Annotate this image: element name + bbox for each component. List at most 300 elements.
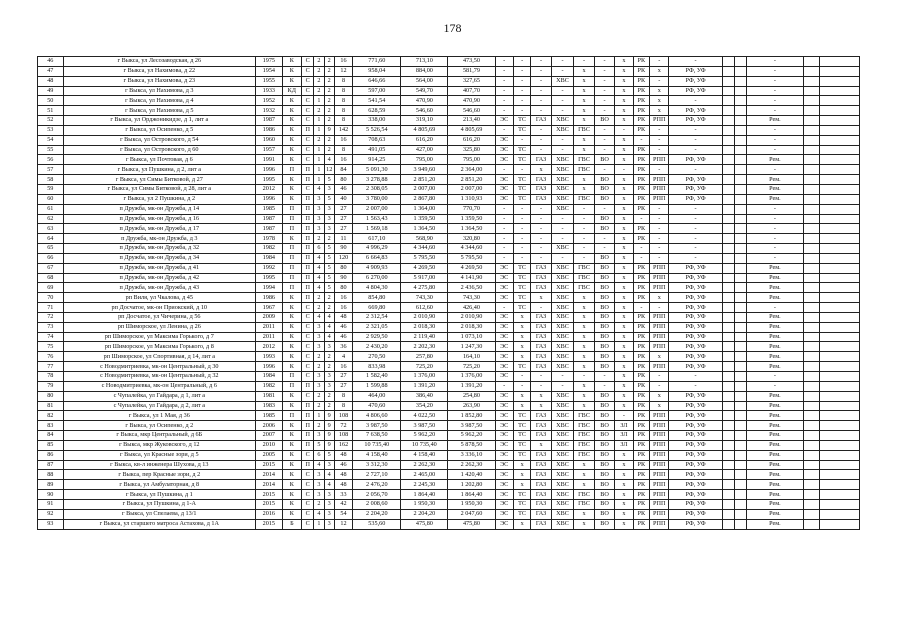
cell-sewer: х bbox=[615, 352, 633, 362]
cell-repair: РФ, УФ bbox=[669, 155, 722, 165]
cell-floors: 6 bbox=[314, 450, 324, 460]
cell-floors: 3 bbox=[314, 224, 324, 234]
cell-vo: ВО bbox=[594, 263, 614, 273]
cell-pu: х bbox=[650, 96, 669, 106]
cell-elec: ЭС bbox=[495, 322, 513, 332]
cell-roof: РК bbox=[633, 421, 649, 431]
cell-n2 bbox=[734, 76, 746, 86]
cell-pu: - bbox=[650, 303, 669, 313]
cell-n1 bbox=[722, 411, 734, 421]
cell-note: Рем. bbox=[747, 273, 803, 283]
cell-gvs: х bbox=[574, 312, 594, 322]
cell-floors: 1 bbox=[314, 175, 324, 185]
cell-floors: 3 bbox=[314, 381, 324, 391]
cell-elec: - bbox=[495, 234, 513, 244]
cell-area_living: 427,00 bbox=[401, 145, 448, 155]
cell-e2 bbox=[819, 509, 859, 519]
cell-n2 bbox=[734, 66, 746, 76]
cell-e2 bbox=[819, 499, 859, 509]
cell-area_flats: 1 950,30 bbox=[448, 499, 495, 509]
cell-hvs: - bbox=[551, 86, 574, 96]
cell-area_living: 725,20 bbox=[401, 362, 448, 372]
cell-area_total: 771,60 bbox=[353, 57, 401, 67]
table-row bbox=[38, 253, 860, 263]
cell-wall: П bbox=[282, 214, 301, 224]
cell-note: Рем. bbox=[747, 293, 803, 303]
cell-area_flats: 1 310,93 bbox=[448, 194, 495, 204]
cell-elec: ЭС bbox=[495, 283, 513, 293]
cell-e1 bbox=[803, 263, 819, 273]
cell-flats: 4 bbox=[334, 352, 352, 362]
table-row bbox=[38, 96, 860, 106]
cell-area_flats: 795,00 bbox=[448, 155, 495, 165]
cell-flats: 8 bbox=[334, 86, 352, 96]
cell-pu: х bbox=[650, 391, 669, 401]
cell-e2 bbox=[819, 116, 859, 126]
cell-repair: РФ, УФ bbox=[669, 411, 722, 421]
cell-address: г Выкса, ул Нахимова, д 5 bbox=[63, 106, 255, 116]
cell-elec: ЭС bbox=[495, 352, 513, 362]
cell-type: С bbox=[302, 76, 314, 86]
cell-roof: РК bbox=[633, 381, 649, 391]
table-row bbox=[38, 175, 860, 185]
cell-wall: П bbox=[282, 204, 301, 214]
cell-n2 bbox=[734, 214, 746, 224]
cell-e1 bbox=[803, 125, 819, 135]
cell-roof: - bbox=[633, 214, 649, 224]
table-row bbox=[38, 293, 860, 303]
cell-roof: РК bbox=[633, 509, 649, 519]
cell-e2 bbox=[819, 283, 859, 293]
cell-n1 bbox=[722, 352, 734, 362]
cell-floors: 4 bbox=[314, 460, 324, 470]
cell-roof: РК bbox=[633, 155, 649, 165]
cell-e1 bbox=[803, 165, 819, 175]
cell-elec: ЭС bbox=[495, 362, 513, 372]
cell-no: 56 bbox=[38, 155, 64, 165]
cell-note: Рем. bbox=[747, 184, 803, 194]
cell-heat: ТС bbox=[513, 175, 530, 185]
cell-sewer: х bbox=[615, 312, 633, 322]
cell-gas: ГАЗ bbox=[531, 421, 551, 431]
cell-area_total: 669,80 bbox=[353, 303, 401, 313]
cell-hvs: ХВС bbox=[551, 401, 574, 411]
cell-heat: х bbox=[513, 519, 530, 529]
cell-roof: РК bbox=[633, 184, 649, 194]
cell-no: 86 bbox=[38, 450, 64, 460]
cell-type: С bbox=[302, 184, 314, 194]
cell-type: П bbox=[302, 293, 314, 303]
cell-entrances: 5 bbox=[324, 450, 334, 460]
cell-vo: ВО bbox=[594, 116, 614, 126]
cell-year: 2015 bbox=[256, 490, 283, 500]
cell-gas: ГАЗ bbox=[531, 460, 551, 470]
cell-gas: - bbox=[531, 244, 551, 254]
cell-heat: ТС bbox=[513, 411, 530, 421]
cell-address: г Выкса, ул старшего матроса Астахова, д 1А bbox=[63, 519, 255, 529]
cell-note: - bbox=[747, 76, 803, 86]
cell-sewer: х bbox=[615, 470, 633, 480]
cell-type: П bbox=[302, 165, 314, 175]
cell-hvs: ХВС bbox=[551, 263, 574, 273]
cell-roof: - bbox=[633, 244, 649, 254]
cell-heat: ТС bbox=[513, 490, 530, 500]
cell-address: рп Шиморское, ул Ленина, д 26 bbox=[63, 322, 255, 332]
cell-gvs: х bbox=[574, 460, 594, 470]
cell-year: 1955 bbox=[256, 76, 283, 86]
cell-note: Рем. bbox=[747, 332, 803, 342]
cell-pu: РПП bbox=[650, 431, 669, 441]
cell-area_living: 612,60 bbox=[401, 303, 448, 313]
cell-no: 55 bbox=[38, 145, 64, 155]
cell-gas: ГАЗ bbox=[531, 283, 551, 293]
cell-repair: РФ, УФ bbox=[669, 342, 722, 352]
cell-elec: - bbox=[495, 244, 513, 254]
cell-roof: РК bbox=[633, 450, 649, 460]
cell-elec: ЭС bbox=[495, 312, 513, 322]
cell-e1 bbox=[803, 293, 819, 303]
cell-type: С bbox=[302, 332, 314, 342]
cell-area_total: 3 312,30 bbox=[353, 460, 401, 470]
cell-gas: х bbox=[531, 440, 551, 450]
cell-pu: - bbox=[650, 224, 669, 234]
cell-n2 bbox=[734, 312, 746, 322]
cell-vo: ВО bbox=[594, 194, 614, 204]
cell-entrances: 3 bbox=[324, 204, 334, 214]
cell-entrances: 2 bbox=[324, 352, 334, 362]
cell-entrances: 9 bbox=[324, 431, 334, 441]
cell-pu: - bbox=[650, 76, 669, 86]
cell-note: Рем. bbox=[747, 490, 803, 500]
cell-gvs: х bbox=[574, 184, 594, 194]
cell-entrances: 5 bbox=[324, 244, 334, 254]
cell-wall: К bbox=[282, 175, 301, 185]
cell-n1 bbox=[722, 145, 734, 155]
cell-area_total: 617,10 bbox=[353, 234, 401, 244]
cell-year: 1967 bbox=[256, 303, 283, 313]
cell-e2 bbox=[819, 214, 859, 224]
cell-no: 48 bbox=[38, 76, 64, 86]
cell-area_total: 4 158,40 bbox=[353, 450, 401, 460]
cell-repair: - bbox=[669, 145, 722, 155]
cell-e2 bbox=[819, 401, 859, 411]
cell-repair: - bbox=[669, 204, 722, 214]
cell-no: 80 bbox=[38, 391, 64, 401]
cell-n2 bbox=[734, 342, 746, 352]
cell-note: - bbox=[747, 372, 803, 382]
cell-flats: 46 bbox=[334, 322, 352, 332]
cell-repair: РФ, УФ bbox=[669, 460, 722, 470]
cell-no: 78 bbox=[38, 372, 64, 382]
cell-floors: 3 bbox=[314, 204, 324, 214]
cell-floors: 2 bbox=[314, 303, 324, 313]
cell-e2 bbox=[819, 96, 859, 106]
cell-no: 69 bbox=[38, 283, 64, 293]
cell-sewer: х bbox=[615, 303, 633, 313]
cell-n1 bbox=[722, 499, 734, 509]
cell-e1 bbox=[803, 421, 819, 431]
cell-no: 65 bbox=[38, 244, 64, 254]
cell-floors: 2 bbox=[314, 362, 324, 372]
cell-heat: ТС bbox=[513, 194, 530, 204]
cell-year: 1985 bbox=[256, 411, 283, 421]
cell-repair: - bbox=[669, 224, 722, 234]
cell-n1 bbox=[722, 244, 734, 254]
cell-note: Рем. bbox=[747, 450, 803, 460]
cell-gvs: х bbox=[574, 332, 594, 342]
cell-n1 bbox=[722, 362, 734, 372]
cell-note: Рем. bbox=[747, 460, 803, 470]
cell-area_total: 3 278,88 bbox=[353, 175, 401, 185]
cell-no: 83 bbox=[38, 421, 64, 431]
cell-no: 60 bbox=[38, 194, 64, 204]
cell-gas: ГАЗ bbox=[531, 450, 551, 460]
cell-entrances: 3 bbox=[324, 342, 334, 352]
cell-gas: х bbox=[531, 165, 551, 175]
cell-area_living: 1 364,50 bbox=[401, 224, 448, 234]
cell-flats: 16 bbox=[334, 135, 352, 145]
cell-area_flats: 1 420,40 bbox=[448, 470, 495, 480]
cell-note: - bbox=[747, 145, 803, 155]
table-row bbox=[38, 391, 860, 401]
cell-e2 bbox=[819, 86, 859, 96]
cell-sewer: - bbox=[615, 165, 633, 175]
cell-wall: К bbox=[282, 96, 301, 106]
cell-hvs: ХВС bbox=[551, 273, 574, 283]
cell-year: 1984 bbox=[256, 253, 283, 263]
cell-gas: ГАЗ bbox=[531, 411, 551, 421]
cell-gvs: х bbox=[574, 116, 594, 126]
registry-body bbox=[38, 57, 860, 530]
cell-area_flats: 2 851,20 bbox=[448, 175, 495, 185]
cell-no: 66 bbox=[38, 253, 64, 263]
cell-hvs: ХВС bbox=[551, 322, 574, 332]
cell-vo: ВО bbox=[594, 499, 614, 509]
cell-roof: РК bbox=[633, 194, 649, 204]
cell-vo: - bbox=[594, 234, 614, 244]
cell-area_flats: 2 364,00 bbox=[448, 165, 495, 175]
page-number: 178 bbox=[443, 21, 462, 35]
table-row bbox=[38, 312, 860, 322]
cell-area_living: 319,10 bbox=[401, 116, 448, 126]
cell-gvs: ГВС bbox=[574, 194, 594, 204]
cell-roof: РК bbox=[633, 273, 649, 283]
cell-no: 92 bbox=[38, 509, 64, 519]
cell-hvs: ХВС bbox=[551, 421, 574, 431]
cell-entrances: 3 bbox=[324, 499, 334, 509]
cell-note: Рем. bbox=[747, 362, 803, 372]
cell-hvs: - bbox=[551, 224, 574, 234]
cell-n2 bbox=[734, 135, 746, 145]
cell-note: Рем. bbox=[747, 155, 803, 165]
cell-hvs: ХВС bbox=[551, 204, 574, 214]
cell-repair: РФ, УФ bbox=[669, 480, 722, 490]
cell-entrances: 12 bbox=[324, 165, 334, 175]
cell-sewer: - bbox=[615, 411, 633, 421]
cell-pu: РПП bbox=[650, 155, 669, 165]
cell-e2 bbox=[819, 460, 859, 470]
cell-area_total: 2 727,10 bbox=[353, 470, 401, 480]
cell-gas: ГАЗ bbox=[531, 312, 551, 322]
cell-roof: РК bbox=[633, 342, 649, 352]
cell-e2 bbox=[819, 450, 859, 460]
cell-floors: 1 bbox=[314, 519, 324, 529]
cell-gas: ГАЗ bbox=[531, 499, 551, 509]
cell-pu: х bbox=[650, 293, 669, 303]
cell-repair: - bbox=[669, 125, 722, 135]
cell-area_total: 1 599,88 bbox=[353, 381, 401, 391]
cell-heat: ТС bbox=[513, 125, 530, 135]
cell-gas: ГАЗ bbox=[531, 194, 551, 204]
cell-repair: РФ, УФ bbox=[669, 450, 722, 460]
cell-wall: К bbox=[282, 234, 301, 244]
cell-area_living: 2 010,90 bbox=[401, 312, 448, 322]
cell-hvs: ХВС bbox=[551, 440, 574, 450]
cell-repair: РФ, УФ bbox=[669, 106, 722, 116]
cell-gas: ГАЗ bbox=[531, 519, 551, 529]
cell-gvs: - bbox=[574, 234, 594, 244]
cell-area_living: 5 962,20 bbox=[401, 431, 448, 441]
cell-e2 bbox=[819, 224, 859, 234]
cell-sewer: х bbox=[615, 116, 633, 126]
cell-e2 bbox=[819, 480, 859, 490]
cell-vo: ВО bbox=[594, 421, 614, 431]
cell-n1 bbox=[722, 519, 734, 529]
cell-area_living: 2 007,00 bbox=[401, 184, 448, 194]
cell-area_flats: 325,80 bbox=[448, 145, 495, 155]
cell-e2 bbox=[819, 145, 859, 155]
cell-e2 bbox=[819, 57, 859, 67]
cell-vo: ВО bbox=[594, 490, 614, 500]
cell-n1 bbox=[722, 293, 734, 303]
cell-flats: 48 bbox=[334, 312, 352, 322]
cell-repair: РФ, УФ bbox=[669, 283, 722, 293]
cell-entrances: 2 bbox=[324, 57, 334, 67]
cell-area_flats: 2 436,50 bbox=[448, 283, 495, 293]
cell-note: Рем. bbox=[747, 283, 803, 293]
cell-heat: х bbox=[513, 460, 530, 470]
cell-address: п Дружба, мк-он Дружба, д 3 bbox=[63, 234, 255, 244]
cell-area_total: 833,98 bbox=[353, 362, 401, 372]
table-row bbox=[38, 519, 860, 529]
cell-e2 bbox=[819, 421, 859, 431]
cell-year: 1995 bbox=[256, 175, 283, 185]
cell-type: П bbox=[302, 401, 314, 411]
cell-no: 49 bbox=[38, 86, 64, 96]
cell-roof: РК bbox=[633, 431, 649, 441]
cell-gas: ГАЗ bbox=[531, 490, 551, 500]
cell-vo: ВО bbox=[594, 184, 614, 194]
cell-e2 bbox=[819, 234, 859, 244]
cell-n2 bbox=[734, 470, 746, 480]
cell-year: 1987 bbox=[256, 214, 283, 224]
cell-wall: П bbox=[282, 283, 301, 293]
cell-pu: - bbox=[650, 125, 669, 135]
cell-area_total: 2 204,20 bbox=[353, 509, 401, 519]
cell-area_total: 854,80 bbox=[353, 293, 401, 303]
cell-elec: ЭС bbox=[495, 342, 513, 352]
cell-note: - bbox=[747, 244, 803, 254]
cell-heat: - bbox=[513, 86, 530, 96]
cell-heat: ТС bbox=[513, 499, 530, 509]
cell-year: 1981 bbox=[256, 391, 283, 401]
cell-hvs: ХВС bbox=[551, 411, 574, 421]
cell-hvs: - bbox=[551, 372, 574, 382]
cell-elec: - bbox=[495, 76, 513, 86]
cell-entrances: 4 bbox=[324, 322, 334, 332]
cell-area_total: 2 312,54 bbox=[353, 312, 401, 322]
cell-repair: - bbox=[669, 381, 722, 391]
cell-address: г Выкса, ул Красные зори, д 5 bbox=[63, 450, 255, 460]
cell-n2 bbox=[734, 96, 746, 106]
cell-type: С bbox=[302, 519, 314, 529]
cell-floors: 4 bbox=[314, 253, 324, 263]
cell-area_living: 546,60 bbox=[401, 106, 448, 116]
cell-address: г Выкса, пер Красные зори, д 2 bbox=[63, 470, 255, 480]
cell-gas: х bbox=[531, 401, 551, 411]
cell-flats: 16 bbox=[334, 155, 352, 165]
cell-year: 1994 bbox=[256, 283, 283, 293]
cell-no: 53 bbox=[38, 125, 64, 135]
cell-area_total: 2 007,00 bbox=[353, 204, 401, 214]
cell-year: 2014 bbox=[256, 470, 283, 480]
cell-sewer: х bbox=[615, 135, 633, 145]
cell-n1 bbox=[722, 116, 734, 126]
cell-flats: 162 bbox=[334, 440, 352, 450]
cell-sewer: х bbox=[615, 244, 633, 254]
cell-vo: ВО bbox=[594, 450, 614, 460]
cell-sewer: х bbox=[615, 66, 633, 76]
cell-area_flats: 4 344,60 bbox=[448, 244, 495, 254]
cell-wall: К bbox=[282, 332, 301, 342]
cell-vo: ВО bbox=[594, 352, 614, 362]
cell-n1 bbox=[722, 125, 734, 135]
cell-area_flats: 1 376,00 bbox=[448, 372, 495, 382]
cell-n2 bbox=[734, 125, 746, 135]
table-row bbox=[38, 440, 860, 450]
cell-gas: ГАЗ bbox=[531, 184, 551, 194]
cell-area_living: 713,10 bbox=[401, 57, 448, 67]
cell-elec: ЭС bbox=[495, 116, 513, 126]
cell-vo: ВО bbox=[594, 519, 614, 529]
cell-vo: ВО bbox=[594, 342, 614, 352]
cell-address: п Дружба, мк-он Дружба, д 17 bbox=[63, 224, 255, 234]
cell-area_flats: 470,90 bbox=[448, 96, 495, 106]
cell-n1 bbox=[722, 322, 734, 332]
cell-area_flats: 1 202,80 bbox=[448, 480, 495, 490]
cell-e1 bbox=[803, 401, 819, 411]
table-row bbox=[38, 234, 860, 244]
cell-flats: 27 bbox=[334, 372, 352, 382]
cell-area_total: 2 056,70 bbox=[353, 490, 401, 500]
cell-heat: ТС bbox=[513, 509, 530, 519]
cell-wall: К bbox=[282, 66, 301, 76]
cell-type: С bbox=[302, 155, 314, 165]
cell-gas: - bbox=[531, 145, 551, 155]
cell-address: рп Досчатое, мк-он Приокский, д 10 bbox=[63, 303, 255, 313]
cell-hvs: ХВС bbox=[551, 125, 574, 135]
cell-e2 bbox=[819, 411, 859, 421]
cell-note: - bbox=[747, 214, 803, 224]
cell-sewer: х bbox=[615, 391, 633, 401]
cell-vo: - bbox=[594, 372, 614, 382]
cell-e2 bbox=[819, 76, 859, 86]
cell-vo: ВО bbox=[594, 411, 614, 421]
cell-hvs: - bbox=[551, 214, 574, 224]
cell-pu: РПП bbox=[650, 421, 669, 431]
cell-vo: - bbox=[594, 86, 614, 96]
cell-n1 bbox=[722, 470, 734, 480]
